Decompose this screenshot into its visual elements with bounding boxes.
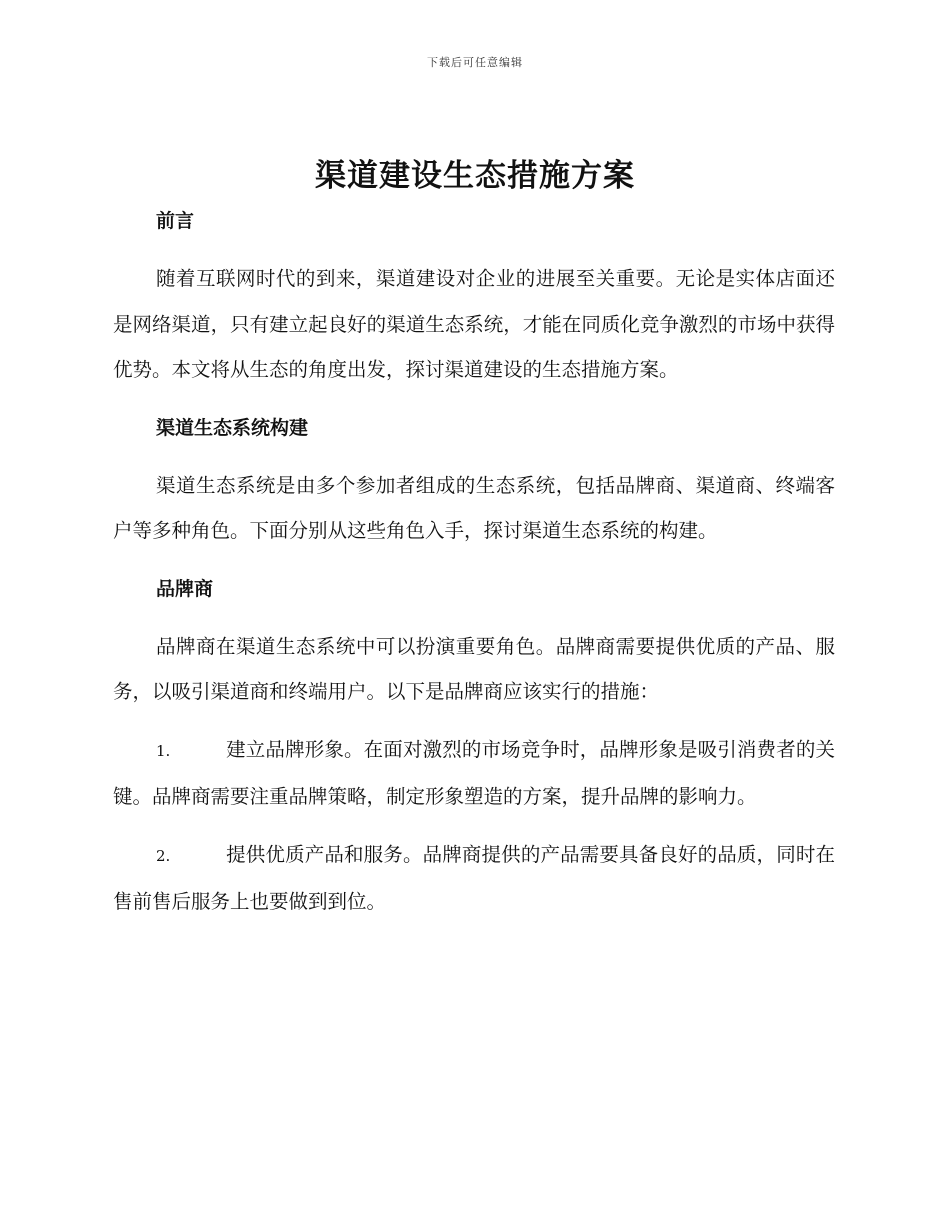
document-title: 渠道建设生态措施方案 — [315, 158, 635, 194]
paragraph-ecosystem: 渠道生态系统是由多个参加者组成的生态系统，包括品牌商、渠道商、终端客户等多种角色。下面分别从这些角色入手，探讨渠道生态系统的构建。 — [113, 473, 835, 542]
list-item — [113, 727, 835, 820]
list-item — [113, 832, 835, 925]
paragraph-brand: 品牌商在渠道生态系统中可以扮演重要角色。品牌商需要提供优质的产品、服务，以吸引渠道商和终端用户。以下是品牌商应该实行的措施： — [113, 634, 835, 703]
list-item-text: 提供优质产品和服务。品牌商提供的产品需要具备良好的品质，同时在售前售后服务上也要做到到位。 — [113, 842, 835, 913]
section-heading-ecosystem: 渠道生态系统构建 — [156, 416, 309, 439]
paragraph-preface: 随着互联网时代的到来，渠道建设对企业的进展至关重要。无论是实体店面还是网络渠道，只有建立起良好的渠道生态系统，才能在同质化竞争激烈的市场中获得优势。本文将从生态的角度出发，探讨渠道建设的生态措施方案。 — [113, 267, 835, 381]
section-heading-brand: 品牌商 — [156, 577, 214, 600]
section-heading-preface: 前言 — [156, 210, 195, 232]
list-item-number: 1. — [156, 741, 171, 760]
header-note: 下载后可任意编辑 — [427, 56, 523, 69]
document-body — [113, 202, 835, 925]
list-item-number: 2. — [156, 846, 171, 865]
list-item-text: 建立品牌形象。在面对激烈的市场竞争时，品牌形象是吸引消费者的关键。品牌商需要注重品牌策略，制定形象塑造的方案，提升品牌的影响力。 — [113, 737, 835, 808]
